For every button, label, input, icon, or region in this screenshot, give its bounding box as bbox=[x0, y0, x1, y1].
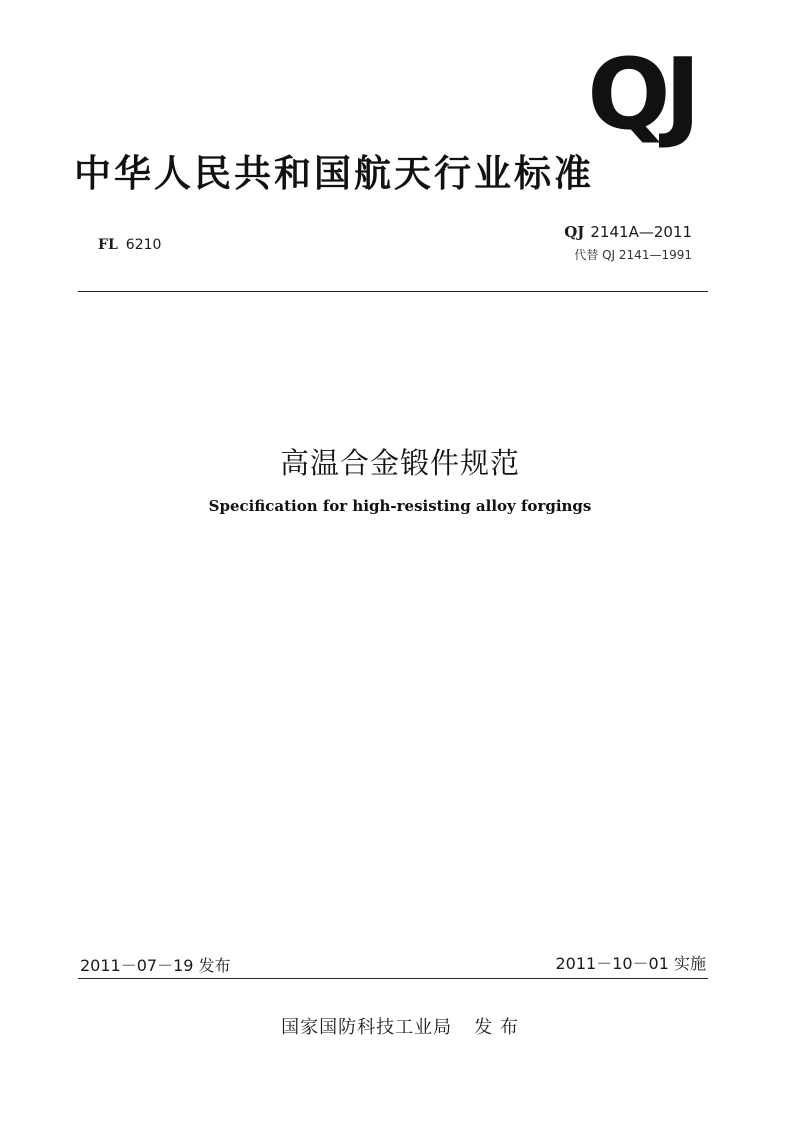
issue-date: 2011－07－19 发布 bbox=[80, 956, 231, 975]
implementation-date: 2011－10－01 实施 bbox=[555, 954, 706, 973]
document-title-cn: 高温合金锻件规范 bbox=[279, 446, 520, 480]
bottom-divider bbox=[78, 978, 708, 979]
issuer-action: 发 布 bbox=[474, 1017, 519, 1038]
standard-number bbox=[564, 223, 692, 241]
qj-logo: QJ bbox=[587, 38, 695, 152]
standard-number-value: 2141A—2011 bbox=[590, 223, 692, 241]
top-divider bbox=[78, 291, 708, 292]
issuer-name: 国家国防科技工业局 bbox=[281, 1017, 453, 1038]
classification-code bbox=[98, 237, 161, 253]
classification-label: FL bbox=[98, 237, 118, 253]
issuer bbox=[0, 1013, 800, 1039]
replaces-note: 代替 QJ 2141—1991 bbox=[574, 248, 692, 262]
classification-number: 6210 bbox=[125, 237, 162, 253]
document-title-en: Specification for high-resisting alloy forgings bbox=[208, 497, 592, 515]
standard-prefix: QJ bbox=[564, 223, 585, 241]
standard-title: 中华人民共和国航天行业标准 bbox=[74, 152, 594, 195]
